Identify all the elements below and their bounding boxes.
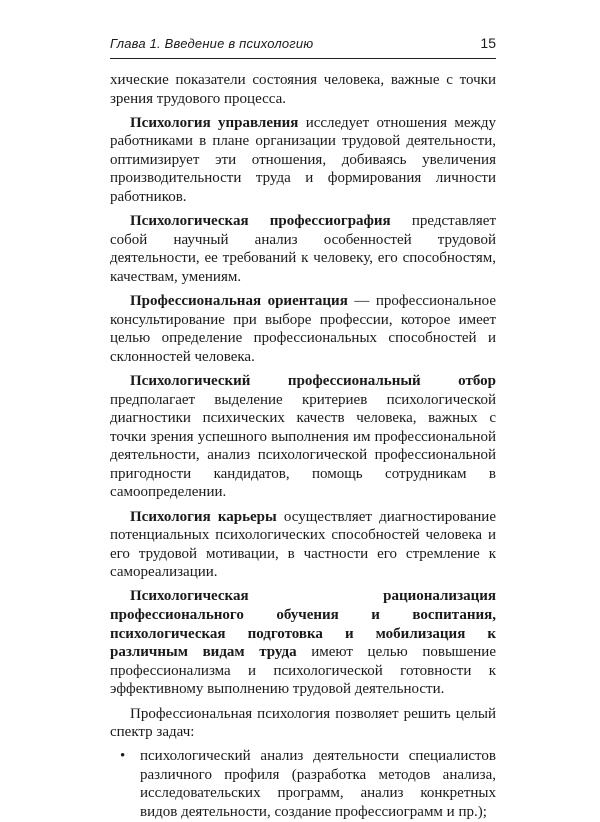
- paragraph-continued: [110, 71, 496, 108]
- term-heading: Психология карьеры: [130, 508, 277, 525]
- paragraph-rationalization: [110, 587, 496, 699]
- paragraph-professional-selection: [110, 372, 496, 502]
- term-heading: Психологическая профессиография: [130, 213, 391, 230]
- paragraph-career-psychology: [110, 508, 496, 582]
- bullet-icon: •: [120, 748, 126, 765]
- running-head: Глава 1. Введение в психологию: [110, 36, 314, 51]
- paragraph-career-guidance: [110, 292, 496, 366]
- page-number: 15: [480, 35, 496, 51]
- term-heading: Психологическая рационализация профессионального обучения и воспитания, психологическая подготовка и мобилизация к различным видам труда: [110, 588, 496, 661]
- list-item-text: психологический анализ деятельности специалистов различного профиля (разработка методов анализа, исследовательских программ, анализ конкретных видов деятельности, создание профессиограмм и пр.);: [140, 748, 496, 820]
- paragraph-tasks-intro: [110, 705, 496, 742]
- paragraph-text: хические показатели состояния человека, важные с точки зрения трудового процесса.: [110, 72, 496, 107]
- term-heading: Психологический профессиональный отбор: [130, 372, 496, 389]
- body-text: [110, 71, 496, 822]
- paragraph-professiography: [110, 212, 496, 286]
- term-heading: Психология управления: [130, 114, 299, 131]
- page-header: [110, 36, 496, 59]
- paragraph-management-psychology: [110, 114, 496, 207]
- term-heading: Профессиональная ориентация: [130, 293, 348, 310]
- paragraph-text: осуществляет диагностирование потенциальных психологических способностей человека и его трудовой мотивации, в частности его стремление к самореализации.: [110, 508, 496, 581]
- paragraph-text: предполагает выделение критериев психологической диагностики психических качеств человека, важных с точки зрения успешного выполнения им профессиональной деятельности, анализ психологической профессиональной пригодности кандидатов, помощь сотрудникам в самоопределении.: [110, 391, 496, 501]
- paragraph-text: Профессиональная психология позволяет решить целый спектр задач:: [110, 705, 496, 741]
- paragraph-text: исследует отношения между работниками в плане организации трудовой деятельности, оптимизирует эти отношения, добиваясь увеличения производительности труда и формирования личности работников.: [110, 114, 496, 206]
- paragraph-text: имеют целью повышение профессионализма и психологической готовности к эффективному выполнению трудовой деятельности.: [110, 644, 496, 698]
- paragraph-text: представляет собой научный анализ особенностей трудовой деятельности, ее требований к человеку, его способностям, качествам, умениям.: [110, 213, 497, 285]
- paragraph-text: — профессиональное консультирование при выборе профессии, которое имеет целью определение профессиональных способностей и склонностей человека.: [110, 293, 496, 365]
- task-list: [110, 747, 496, 821]
- list-item: [110, 747, 496, 821]
